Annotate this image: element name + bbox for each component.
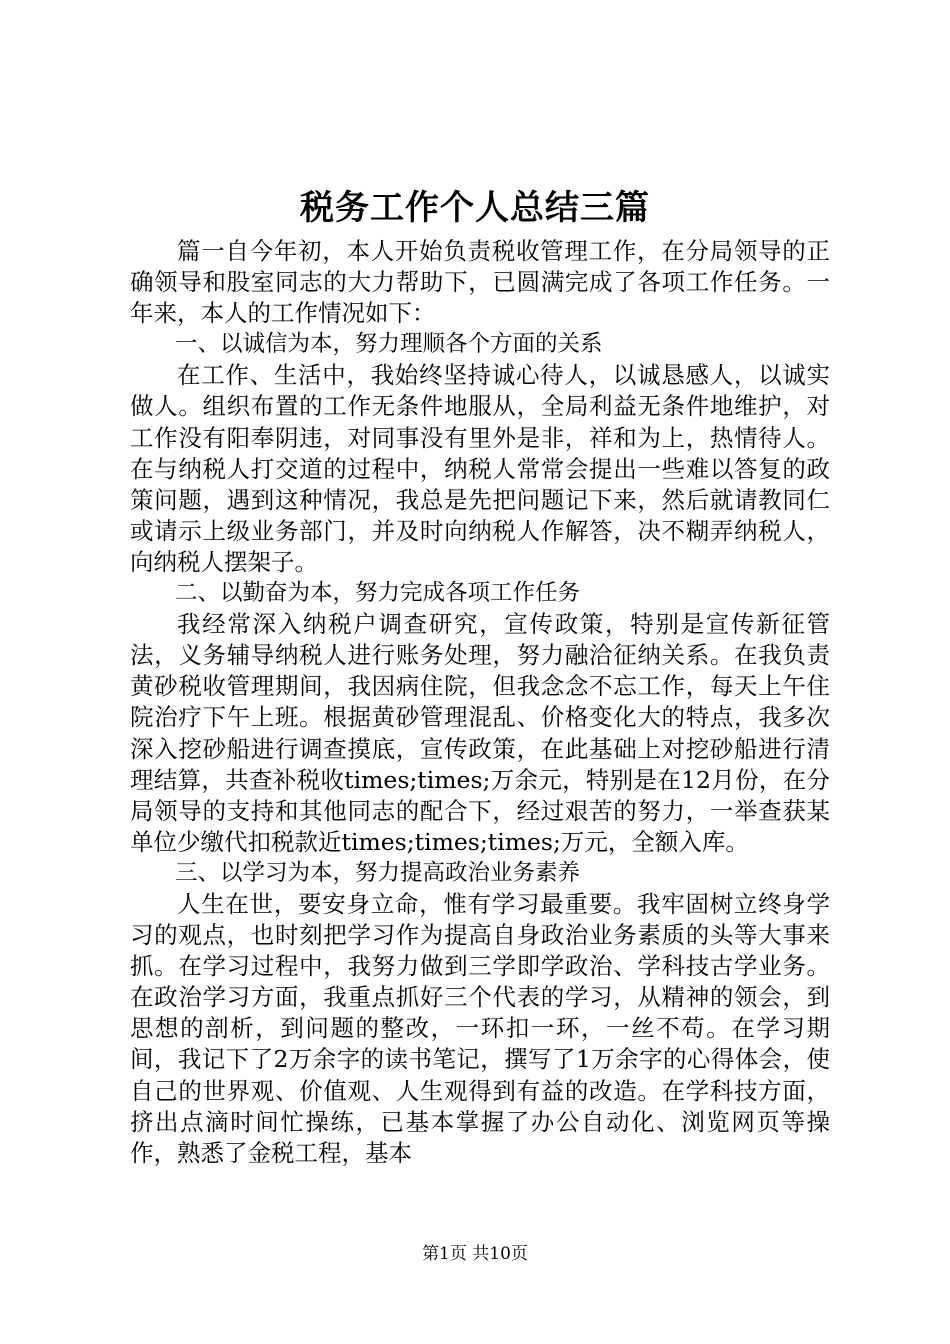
document-body (130, 236, 830, 1169)
document-title: 税务工作个人总结三篇 (300, 188, 650, 228)
section-heading-1: 一、以诚信为本，努力理顺各个方面的关系 (175, 331, 603, 358)
page-number-footer: 第1页 共10页 (422, 1244, 528, 1264)
section-heading-2: 二、以勤奋为本，努力完成各项工作任务 (175, 580, 581, 607)
paragraph-section-1: 在工作、生活中，我始终坚持诚心待人，以诚恳感人，以诚实做人。组织布置的工作无条件地服从，全局利益无条件地维护，对工作没有阳奉阴违，对同事没有里外是非，祥和为上，热情待人。在与纳税人打交道的过程中，纳税人常常会提出一些难以答复的政策问题，遇到这种情况，我总是先把问题记下来，然后就请教同仁或请示上级业务部门，并及时向纳税人作解答，决不糊弄纳税人，向纳税人摆架子。 (130, 361, 830, 576)
paragraph-section-3: 人生在世，要安身立命，惟有学习最重要。我牢固树立终身学习的观点，也时刻把学习作为提高自身政治业务素质的头等大事来抓。在学习过程中，我努力做到三学即学政治、学科技古学业务。在政治学习方面，我重点抓好三个代表的学习，从精神的领会，到思想的剖析，到问题的整改，一环扣一环，一丝不苟。在学习期间，我记下了2万余字的读书笔记，撰写了1万余字的心得体会，使自己的世界观、价值观、人生观得到有益的改造。在学科技方面，挤出点滴时间忙操练，已基本掌握了办公自动化、浏览网页等操作，熟悉了金税工程，基本 (130, 889, 830, 1167)
section-heading-3: 三、以学习为本，努力提高政治业务素养 (175, 859, 581, 886)
paragraph-section-2: 我经常深入纳税户调查研究，宣传政策，特别是宣传新征管法，义务辅导纳税人进行账务处理，努力融洽征纳关系。在我负责黄砂税收管理期间，我因病住院，但我念念不忘工作，每天上午住院治疗下午上班。根据黄砂管理混乱、价格变化大的特点，我多次深入挖砂船进行调查摸底，宣传政策，在此基础上对挖砂船进行清理结算，共查补税收times;times;万余元，特别是在12月份，在分局领导的支持和其他同志的配合下，经过艰苦的努力，一举查获某单位少缴代扣税款近times;times;times;万元，全额入库。 (130, 610, 830, 856)
paragraph-intro: 篇一自今年初，本人开始负责税收管理工作，在分局领导的正确领导和股室同志的大力帮助下，已圆满完成了各项工作任务。一年来，本人的工作情况如下： (130, 237, 830, 328)
